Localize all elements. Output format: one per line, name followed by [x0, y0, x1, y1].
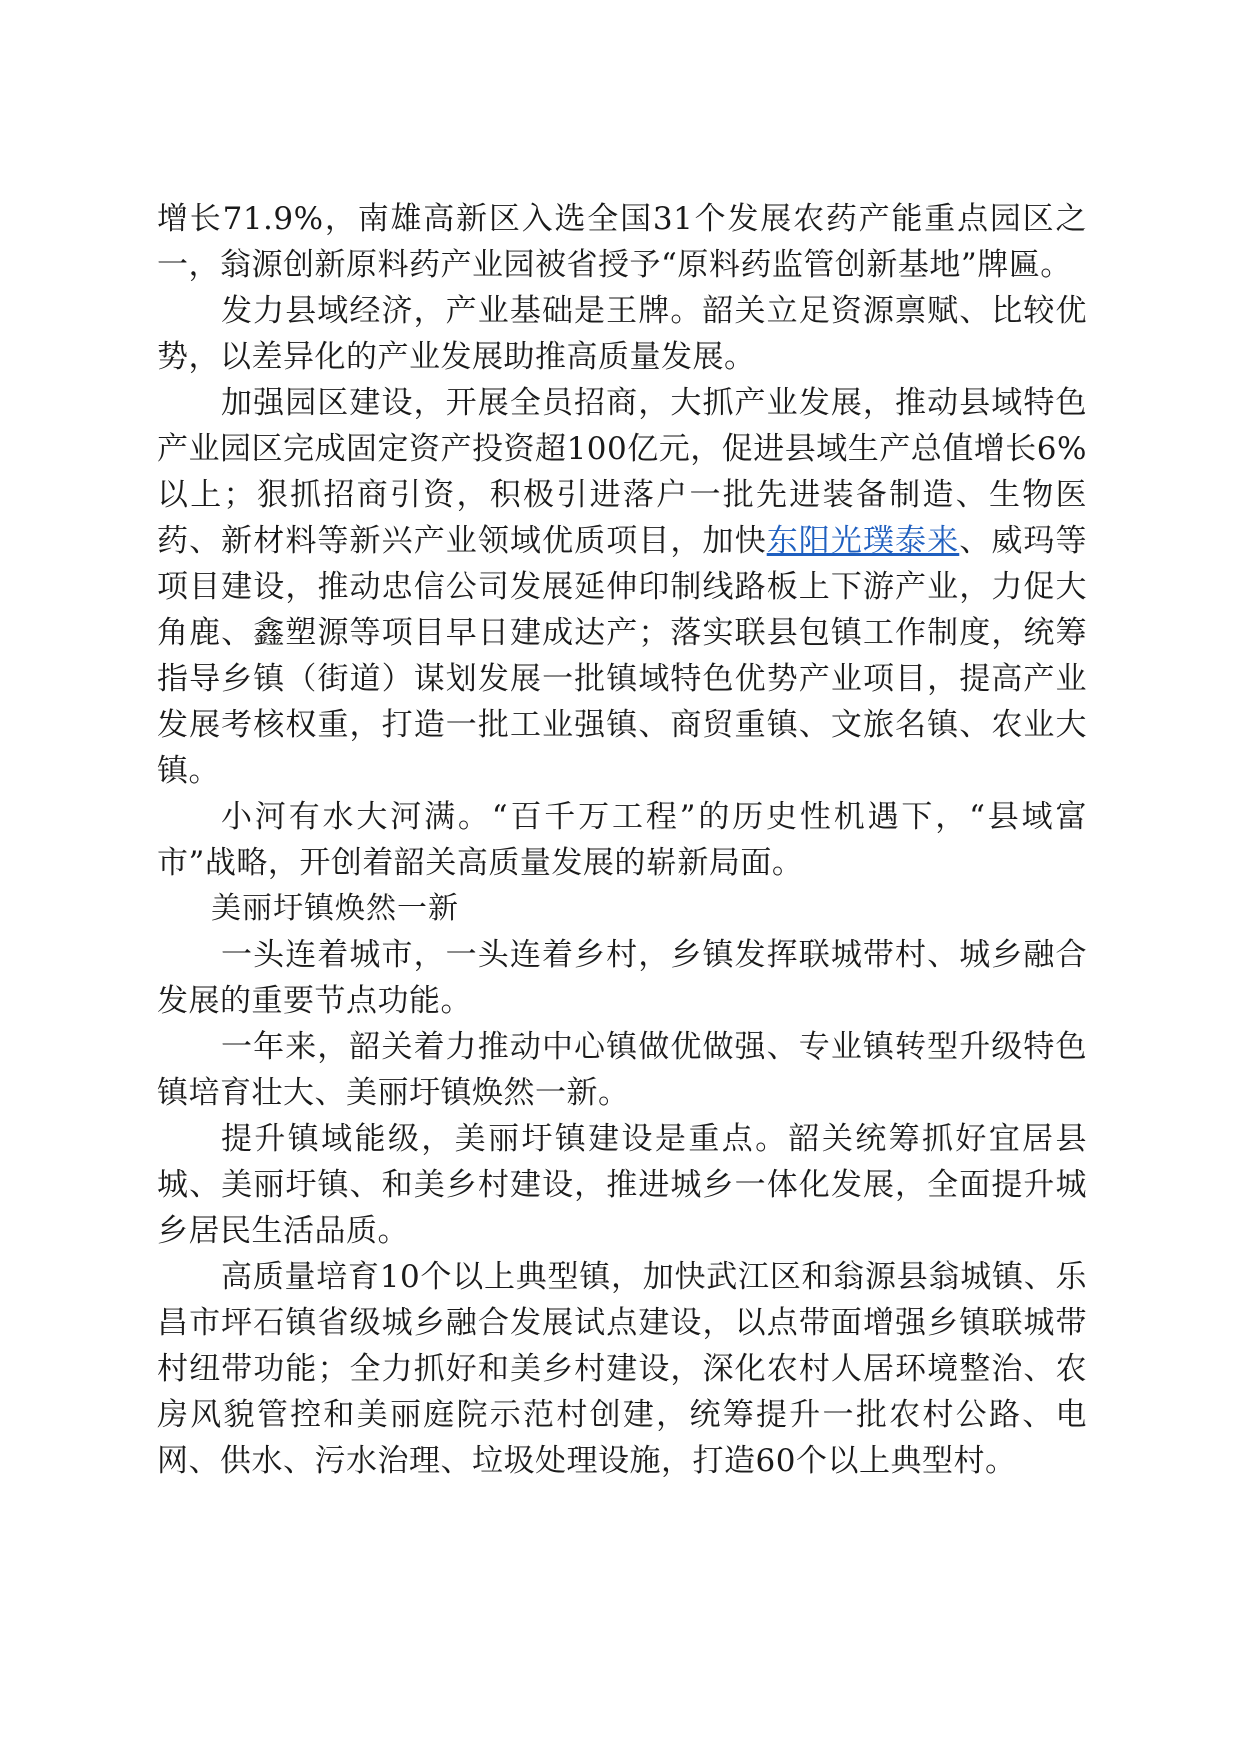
company-link[interactable]: 东阳光璞泰来: [766, 523, 960, 559]
paragraph-3: [157, 380, 1087, 794]
paragraph-1: 增长71.9%，南雄高新区入选全国31个发展农药产能重点园区之一，翁源创新原料药产业园被省授予“原料药监管创新基地”牌匾。: [157, 201, 1087, 283]
paragraph-3-text-after-link: 、威玛等项目建设，推动忠信公司发展延伸印制线路板上下游产业，力促大角鹿、鑫塑源等项目早日建成达产；落实联县包镇工作制度，统筹指导乡镇（街道）谋划发展一批镇域特色优势产业项目，提高产业发展考核权重，打造一批工业强镇、商贸重镇、文旅名镇、农业大镇。: [157, 523, 1088, 789]
paragraph-6: 一年来，韶关着力推动中心镇做优做强、专业镇转型升级特色镇培育壮大、美丽圩镇焕然一新。: [157, 1029, 1087, 1111]
paragraph-2: 发力县域经济，产业基础是王牌。韶关立足资源禀赋、比较优势，以差异化的产业发展助推高质量发展。: [157, 293, 1087, 375]
paragraph-4: 小河有水大河满。“百千万工程”的历史性机遇下，“县域富市”战略，开创着韶关高质量发展的崭新局面。: [157, 799, 1087, 881]
paragraph-3-text-before-link: 加强园区建设，开展全员招商，大抓产业发展，推动县域特色产业园区完成固定资产投资超100亿元，促进县域生产总值增长6%以上；狠抓招商引资，积极引进落户一批先进装备制造、生物医药、新材料等新兴产业领域优质项目，加快: [157, 385, 1087, 559]
section-subheading: 美丽圩镇焕然一新: [211, 891, 459, 926]
paragraph-7: 提升镇域能级，美丽圩镇建设是重点。韶关统筹抓好宜居县城、美丽圩镇、和美乡村建设，推进城乡一体化发展，全面提升城乡居民生活品质。: [157, 1121, 1087, 1249]
article-body: [157, 196, 1087, 1484]
paragraph-8: 高质量培育10个以上典型镇，加快武江区和翁源县翁城镇、乐昌市坪石镇省级城乡融合发展试点建设，以点带面增强乡镇联城带村纽带功能；全力抓好和美乡村建设，深化农村人居环境整治、农房风貌管控和美丽庭院示范村创建，统筹提升一批农村公路、电网、供水、污水治理、垃圾处理设施，打造60个以上典型村。: [157, 1259, 1087, 1479]
paragraph-5: 一头连着城市，一头连着乡村，乡镇发挥联城带村、城乡融合发展的重要节点功能。: [157, 937, 1087, 1019]
